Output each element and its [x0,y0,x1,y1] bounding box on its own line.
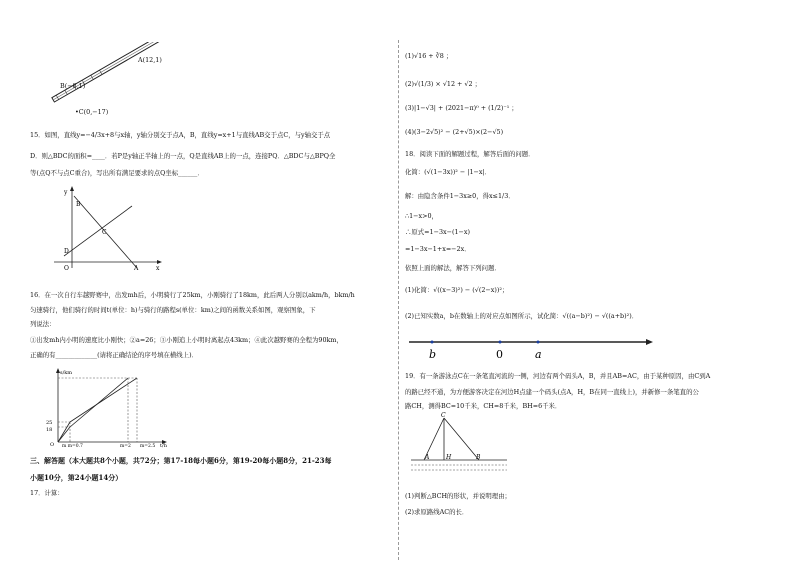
point-c-label: •C(0,−17) [75,108,109,116]
q18-line4: ∴1−x>0， [405,212,438,220]
q19-b-label: B [476,454,481,461]
q16-line5: 正确的有_____________(请将正确结论的序号填在横线上)． [30,351,198,359]
number-line [405,334,655,362]
q16-tick-m2: m=2 [120,444,131,448]
q15-origin-label: O [64,265,69,272]
q19-line3: 路CH，测得BC=10千米，CH=8千米，BH=6千米． [405,402,562,410]
q16-graph [42,366,172,448]
q16-line2: 匀速骑行，他们骑行的时间t(单位：h)与骑行的路程s(单位：km)之间的函数关系如图，观察图象，下 [30,306,316,314]
q17-calc-3: (3)|1−√3| + (2021−π)⁰ + (1/2)⁻¹ ； [405,104,518,112]
section-heading-line2: 小题10分，第24小题14分） [30,473,123,482]
q15-b-label: B [76,201,81,208]
q18-line3: 解：由隐含条件1−3x≥0，得x≤1/3． [405,192,515,200]
q18-line7: 依照上面的解法，解答下列问题． [405,264,501,272]
q19-c-label: C [441,412,446,419]
q19-line1: 19．有一条游泳点C在一条笔直河流的一侧，河边有两个码头A，B，并且AB=AC，由于某种原因，由C到A [405,372,711,380]
q19-h-label: H [446,454,452,461]
number-line-a-label: a [535,348,542,361]
q19-triangle-figure [409,410,509,476]
q16-line1: 16．在一次自行车越野赛中，出发mh后，小明骑行了25km，小刚骑行了18km，此后两人分别以akm/h，bkm/h [30,291,355,299]
q16-line3: 列说法： [30,320,56,328]
q15-line1: 15．如图，直线y=−4/3x+8与x轴，y轴分别交于点A，B，直线y=x+1与直线AB交于点C，与y轴交于点 [30,131,331,139]
q17-heading: 17．计算： [30,489,64,497]
q16-origin-label: O [50,442,55,448]
q18-line8: (1)化简：√((x−3)²) − (√(2−x))²； [405,286,509,294]
q15-graph [52,186,162,272]
number-line-zero-label: 0 [496,348,503,361]
q16-s-axis-label: s/km [60,370,73,376]
point-b-label: B(−8,1) [60,82,86,90]
q18-line1: 18．阅读下面的解题过程，解答后面的问题． [405,150,535,158]
q19-line2: 的路已经不通，为方便游客决定在河边H点建一个码头(点A，H，B在同一直线上)，并新修一条笔直的公 [405,388,699,396]
q17-calc-2: (2)√(1/3) × √12 + √2 ； [405,80,481,88]
q18-line5: ∴原式=1−3x−(1−x) [405,228,470,236]
left-column [30,0,390,566]
q19-part2: (2)求原路线AC的长． [405,508,469,516]
q15-c-label: C [102,229,107,236]
q16-line4: ①出发mh内小明的速度比小刚快；②a=26；③小刚追上小明时离起点43km；④此次越野赛的全程为90km， [30,336,343,344]
q16-tick-25: 25 [46,420,53,426]
q18-line6: =1−3x−1+x=−2x． [405,245,471,253]
q15-line3: 等(点Q不与点C重合)，写出所有满足要求的点Q坐标______． [30,169,204,177]
q18-line2: 化简：(√(1−3x))² − |1−x|． [405,168,492,176]
q19-part1: (1)判断△BCH的形状，并说明理由； [405,492,511,500]
q16-tick-m25: m=2.5 [140,444,156,448]
q16-t-axis-label: t/h [160,443,167,448]
number-line-b-label: b [429,348,437,361]
section-heading-line1: 三、解答题（本大题共8个小题，共72分；第17-18每小题6分，第19-20每小题8分，21-23每 [30,456,332,465]
q17-calc-1: (1)√16 + ∛8 ； [405,52,453,60]
q16-tick-m: m m=0.7 [62,444,83,448]
q15-d-label: D [64,248,69,255]
point-a-label: A(12,1) [138,56,162,64]
column-divider [398,40,399,560]
q18-line9: (2)已知实数a，b在数轴上的对应点如图所示，试化简：√((a−b)²) − √((a+b)²)． [405,312,639,320]
q17-calc-4: (4)(3−2√5)² − (2+√5)×(2−√5) [405,128,504,136]
q15-a-label: A [134,265,139,272]
q15-y-axis-label: y [64,189,68,196]
q16-tick-18: 18 [46,427,53,433]
right-column [405,0,775,566]
q19-a-label: A [425,454,430,461]
q15-line2: D．则△BDC的面积=____．若P是y轴正半轴上的一点，Q是直线AB上的一点，连接PQ．△BDC与△BPQ全 [30,152,336,160]
q15-x-axis-label: x [156,265,160,272]
